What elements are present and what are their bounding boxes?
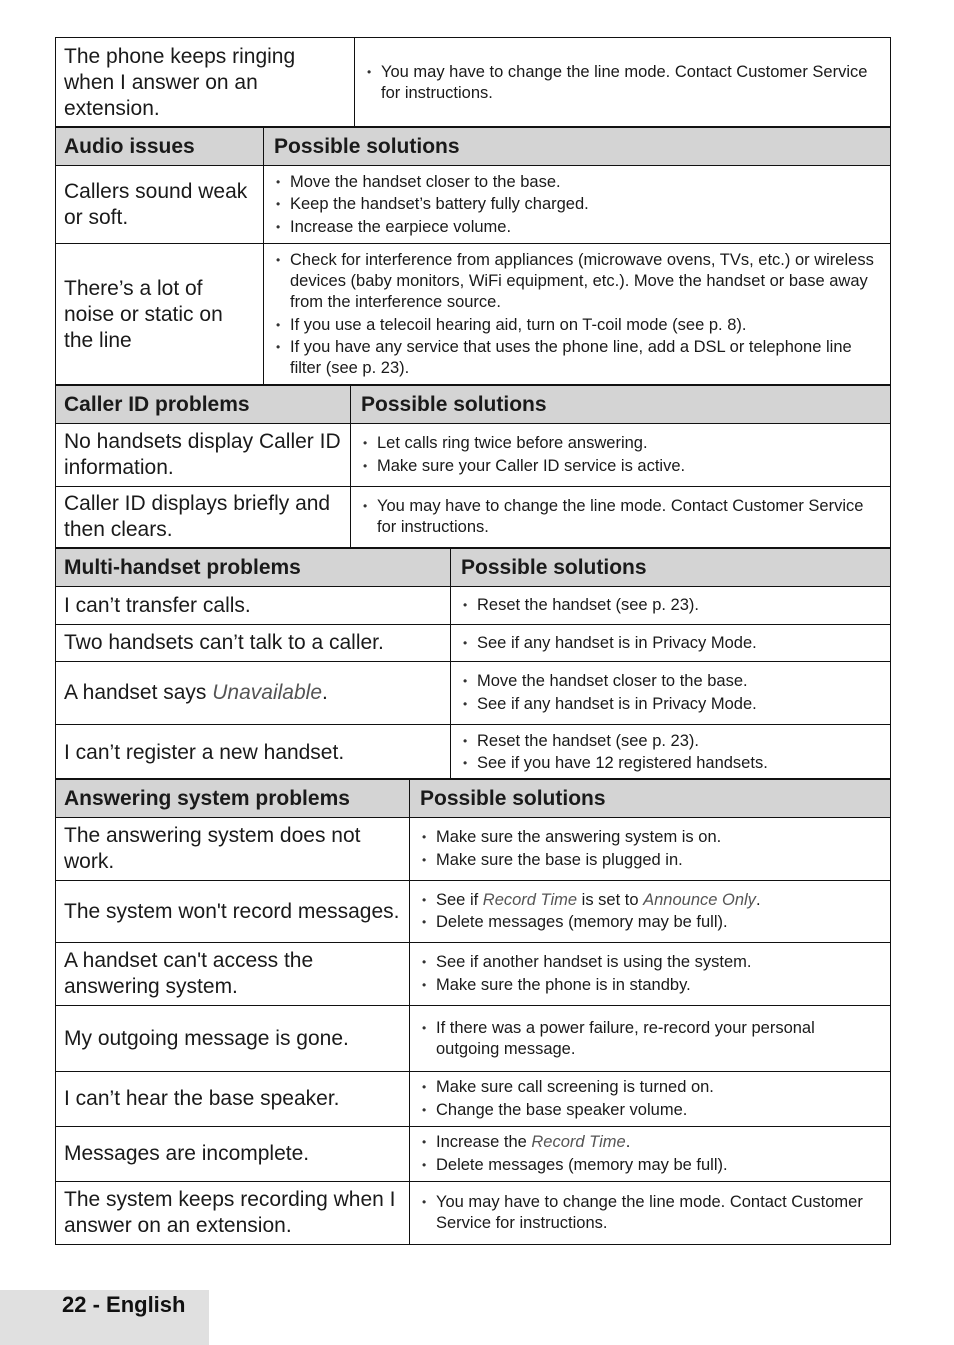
solution-item: • Make sure call screening is turned on. bbox=[420, 1077, 882, 1098]
solution-item: • See if another handset is using the system. bbox=[420, 952, 882, 973]
solution-item: • You may have to change the line mode. Contact Customer Service for instructions. bbox=[365, 62, 882, 104]
table-row bbox=[56, 1126, 890, 1181]
solution-cell bbox=[355, 38, 890, 127]
solution-text: . bbox=[755, 890, 761, 909]
table-row bbox=[56, 1071, 890, 1126]
table-row bbox=[56, 424, 890, 486]
menu-term: Record Time bbox=[531, 1133, 626, 1152]
answering-system-table bbox=[55, 778, 891, 1245]
solution-text: Increase the bbox=[436, 1133, 532, 1152]
solution-text: See if bbox=[436, 890, 483, 909]
solution-cell bbox=[410, 1006, 890, 1071]
problem-cell: I can’t transfer calls. bbox=[56, 587, 451, 624]
solution-item: • Move the handset closer to the base. bbox=[274, 172, 882, 193]
table-row bbox=[56, 724, 890, 780]
header-solution: Possible solutions bbox=[420, 786, 606, 810]
solution-list bbox=[461, 633, 882, 654]
solution-cell bbox=[410, 1127, 890, 1181]
problem-cell: Messages are incomplete. bbox=[56, 1127, 410, 1181]
table-row bbox=[56, 1181, 890, 1244]
problem-cell bbox=[56, 662, 451, 724]
header-problem: Answering system problems bbox=[56, 780, 410, 817]
solution-list bbox=[274, 172, 882, 238]
table-row bbox=[56, 624, 890, 661]
header-solution: Possible solutions bbox=[461, 555, 647, 579]
menu-term: Record Time bbox=[482, 890, 578, 909]
problem-cell: A handset can't access the answering system. bbox=[56, 943, 410, 1005]
solution-item: • Delete messages (memory may be full). bbox=[420, 912, 882, 933]
solution-list bbox=[420, 1192, 882, 1234]
solution-item: • Reset the handset (see p. 23). bbox=[461, 595, 882, 616]
problem-emphasis: Unavailable bbox=[212, 681, 323, 704]
problem-text: A handset says bbox=[64, 681, 213, 704]
solution-cell bbox=[351, 424, 890, 486]
solution-cell bbox=[410, 943, 890, 1005]
solution-cell bbox=[264, 166, 890, 243]
problem-cell: Two handsets can’t talk to a caller. bbox=[56, 625, 451, 661]
caller-id-table bbox=[55, 384, 891, 548]
solution-list bbox=[461, 671, 882, 715]
table-row bbox=[56, 486, 890, 547]
solution-item: • If you use a telecoil hearing aid, turn on T-coil mode (see p. 8). bbox=[274, 315, 882, 336]
table-row bbox=[56, 166, 890, 243]
header-solution: Possible solutions bbox=[361, 392, 547, 416]
solution-item: • If there was a power failure, re-record your personal outgoing message. bbox=[420, 1018, 882, 1060]
solution-item: • See if you have 12 registered handsets. bbox=[461, 753, 882, 774]
solution-cell bbox=[264, 244, 890, 385]
solution-item: • Delete messages (memory may be full). bbox=[420, 1155, 882, 1176]
problem-cell: The answering system does not work. bbox=[56, 818, 410, 880]
problem-cell: The phone keeps ringing when I answer on an extension. bbox=[56, 38, 355, 127]
solution-list bbox=[420, 890, 882, 934]
solution-cell bbox=[410, 1072, 890, 1126]
solution-list bbox=[420, 1018, 882, 1060]
solution-item: • Increase the earpiece volume. bbox=[274, 217, 882, 238]
solution-list bbox=[461, 731, 882, 775]
solution-list bbox=[361, 433, 882, 477]
solution-item: • Make sure the base is plugged in. bbox=[420, 850, 882, 871]
header-problem: Multi-handset problems bbox=[56, 549, 451, 586]
solution-item: • Make sure the phone is in standby. bbox=[420, 975, 882, 996]
problem-cell: My outgoing message is gone. bbox=[56, 1006, 410, 1071]
header-problem: Audio issues bbox=[56, 128, 264, 165]
solution-item: • If you have any service that uses the phone line, add a DSL or telephone line filter (see p. 23). bbox=[274, 337, 882, 379]
problem-cell: The system keeps recording when I answer on an extension. bbox=[56, 1182, 410, 1244]
troubleshooting-table-extension bbox=[55, 37, 891, 128]
solution-item: • Change the base speaker volume. bbox=[420, 1100, 882, 1121]
solution-cell bbox=[451, 625, 890, 661]
solution-item: • See if any handset is in Privacy Mode. bbox=[461, 694, 882, 715]
solution-list bbox=[420, 952, 882, 996]
problem-text: . bbox=[322, 681, 328, 704]
solution-cell bbox=[451, 725, 890, 780]
solution-text: . bbox=[625, 1133, 631, 1152]
solution-list bbox=[361, 496, 882, 538]
table-row bbox=[56, 942, 890, 1005]
table-row bbox=[56, 818, 890, 880]
table-row bbox=[56, 38, 890, 127]
solution-cell bbox=[410, 881, 890, 942]
solution-item: • Move the handset closer to the base. bbox=[461, 671, 882, 692]
solution-item bbox=[420, 1132, 882, 1153]
solution-list bbox=[274, 250, 882, 379]
problem-cell: No handsets display Caller ID information. bbox=[56, 424, 351, 486]
solution-cell bbox=[351, 487, 890, 547]
problem-cell: Callers sound weak or soft. bbox=[56, 166, 264, 243]
solution-list bbox=[420, 1132, 882, 1176]
solution-list bbox=[461, 595, 882, 616]
table-row bbox=[56, 587, 890, 624]
header-problem: Caller ID problems bbox=[56, 386, 351, 423]
menu-term: Announce Only bbox=[643, 890, 756, 909]
problem-cell: I can’t register a new handset. bbox=[56, 725, 451, 780]
table-row bbox=[56, 880, 890, 942]
solution-list bbox=[365, 62, 882, 104]
table-header bbox=[56, 780, 890, 818]
solution-item: • Make sure your Caller ID service is active. bbox=[361, 456, 882, 477]
solution-item: • You may have to change the line mode. Contact Customer Service for instructions. bbox=[420, 1192, 882, 1234]
solution-item: • You may have to change the line mode. Contact Customer Service for instructions. bbox=[361, 496, 882, 538]
table-row bbox=[56, 1005, 890, 1071]
solution-item: • Keep the handset’s battery fully charged. bbox=[274, 194, 882, 215]
table-row bbox=[56, 243, 890, 385]
solution-item: • Let calls ring twice before answering. bbox=[361, 433, 882, 454]
solution-cell bbox=[410, 818, 890, 880]
solution-item: • Check for interference from appliances (microwave ovens, TVs, etc.) or wireless devices (baby monitors, WiFi equipment, etc.). Move the handset or base away from the interference source. bbox=[274, 250, 882, 313]
audio-issues-table bbox=[55, 126, 891, 386]
solution-item: • Make sure the answering system is on. bbox=[420, 827, 882, 848]
table-header bbox=[56, 128, 890, 166]
problem-cell: There’s a lot of noise or static on the line bbox=[56, 244, 264, 385]
table-row bbox=[56, 661, 890, 724]
solution-list bbox=[420, 1077, 882, 1121]
solution-cell bbox=[451, 662, 890, 724]
solution-cell bbox=[451, 587, 890, 624]
table-header bbox=[56, 549, 890, 587]
multi-handset-table bbox=[55, 547, 891, 781]
problem-cell: The system won't record messages. bbox=[56, 881, 410, 942]
header-solution: Possible solutions bbox=[274, 134, 460, 158]
problem-cell: Caller ID displays briefly and then clears. bbox=[56, 487, 351, 547]
page-number-label: 22 - English bbox=[62, 1292, 186, 1317]
solution-item: • See if any handset is in Privacy Mode. bbox=[461, 633, 882, 654]
solution-list bbox=[420, 827, 882, 871]
solution-cell bbox=[410, 1182, 890, 1244]
problem-cell: I can’t hear the base speaker. bbox=[56, 1072, 410, 1126]
solution-item: • Reset the handset (see p. 23). bbox=[461, 731, 882, 752]
table-header bbox=[56, 386, 890, 424]
solution-item bbox=[420, 890, 882, 911]
solution-text: is set to bbox=[577, 890, 644, 909]
